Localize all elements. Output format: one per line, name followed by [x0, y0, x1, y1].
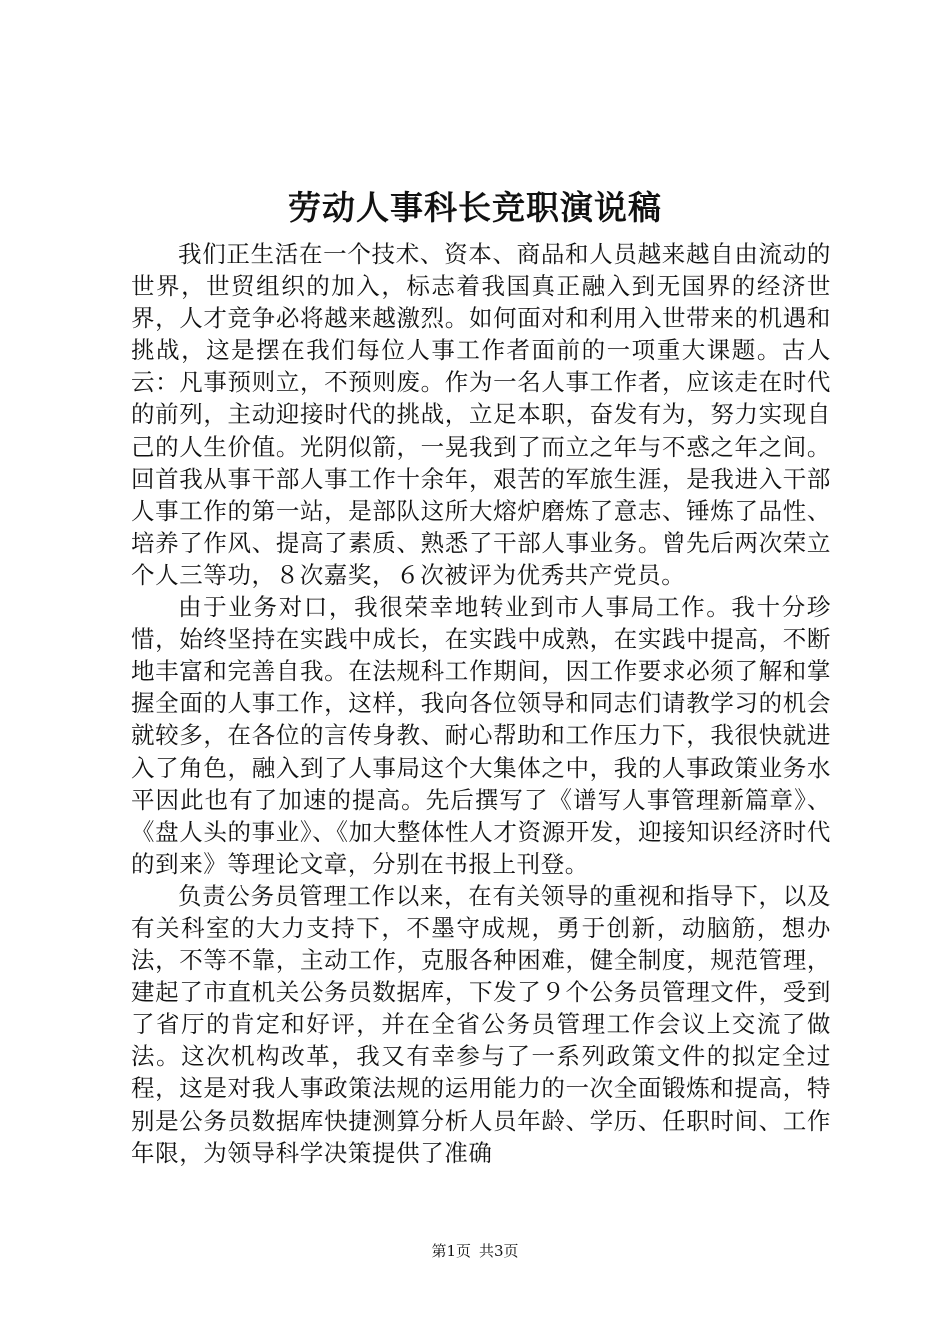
page-number: 第1页	[431, 1242, 471, 1260]
page-total: 共3页	[479, 1242, 519, 1260]
paragraph-1: 我们正生活在一个技术、资本、商品和人员越来越自由流动的世界，世贸组织的加入，标志着我国真正融入到无国界的经济世界，人才竞争必将越来越激烈。如何面对和利用入世带来的机遇和挑战，这是摆在我们每位人事工作者面前的一项重大课题。古人云：凡事预则立，不预则废。作为一名人事工作者，应该走在时代的前列，主动迎接时代的挑战，立足本职，奋发有为，努力实现自己的人生价值。光阴似箭，一晃我到了而立之年与不惑之年之间。回首我从事干部人事工作十余年，艰苦的军旅生涯，是我进入干部人事工作的第一站，是部队这所大熔炉磨炼了意志、锤炼了品性、培养了作风、提高了素质、熟悉了干部人事业务。曾先后两次荣立个人三等功，８次嘉奖，６次被评为优秀共产党员。	[131, 240, 831, 589]
document-body	[131, 238, 831, 1169]
paragraph-3: 负责公务员管理工作以来，在有关领导的重视和指导下，以及有关科室的大力支持下，不墨守成规，勇于创新，动脑筋，想办法，不等不靠，主动工作，克服各种困难，健全制度，规范管理，建起了市直机关公务员数据库，下发了９个公务员管理文件，受到了省厅的肯定和好评，并在全省公务员管理工作会议上交流了做法。这次机构改革，我又有幸参与了一系列政策文件的拟定全过程，这是对我人事政策法规的运用能力的一次全面锻炼和提高，特别是公务员数据库快捷测算分析人员年龄、学历、任职时间、工作年限，为领导科学决策提供了准确	[131, 881, 831, 1167]
paragraph-2: 由于业务对口，我很荣幸地转业到市人事局工作。我十分珍惜，始终坚持在实践中成长，在实践中成熟，在实践中提高，不断地丰富和完善自我。在法规科工作期间，因工作要求必须了解和掌握全面的人事工作，这样，我向各位领导和同志们请教学习的机会就较多，在各位的言传身教、耐心帮助和工作压力下，我很快就进入了角色，融入到了人事局这个大集体之中，我的人事政策业务水平因此也有了加速的提高。先后撰写了《谱写人事管理新篇章》、《盘人头的事业》、《加大整体性人才资源开发，迎接知识经济时代的到来》等理论文章，分别在书报上刊登。	[131, 593, 831, 878]
document-title: 劳动人事科长竞职演说稿	[288, 188, 662, 227]
page-footer	[0, 1241, 950, 1261]
